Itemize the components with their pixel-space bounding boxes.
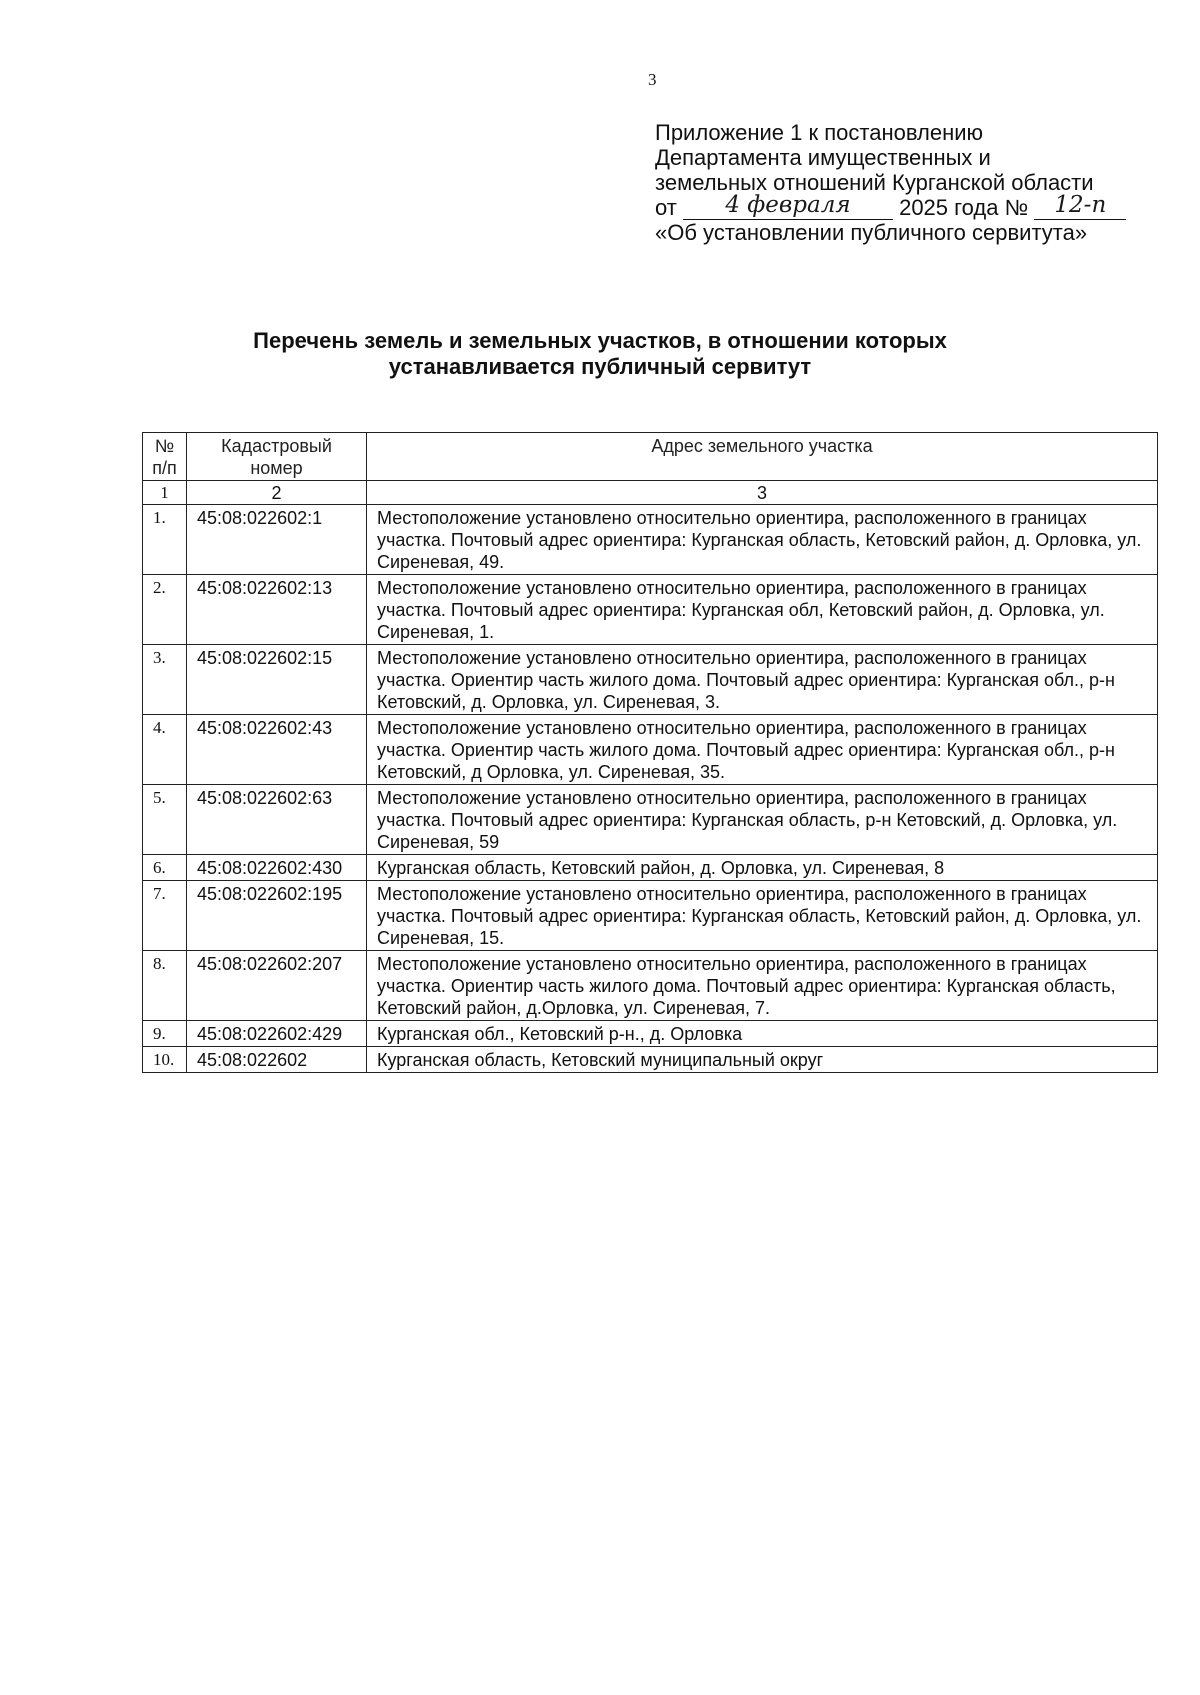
address-cell: Местоположение установлено относительно ориентира, расположенного в границах участка. Почтовый адрес ориентира: Курганская область, р-н Кетовский, д. Орловка, ул. Сиреневая, 59 [367,785,1158,855]
handwritten-number: 12-п [1054,192,1107,218]
table-row [143,1047,1158,1073]
page-number: 3 [648,70,657,89]
title-line-2: устанавливается публичный сервитут [388,354,812,379]
cadastral-number-cell: 45:08:022602:1 [187,505,367,575]
cadastral-number-cell: 45:08:022602 [187,1047,367,1073]
cadastral-number-cell: 45:08:022602:63 [187,785,367,855]
from-label: от [655,195,677,220]
row-number-cell: 8. [143,951,187,1021]
header-address: Адрес земельного участка [367,433,1158,481]
cadastral-number-cell: 45:08:022602:430 [187,855,367,881]
annex-date-line [655,192,1175,220]
number-field [1034,192,1126,220]
table-row [143,715,1158,785]
address-cell: Местоположение установлено относительно ориентира, расположенного в границах участка. Почтовый адрес ориентира: Курганская область, Кетовский район, д. Орловка, ул. Сиреневая, 15. [367,881,1158,951]
row-number-cell: 9. [143,1021,187,1047]
index-cell: 3 [367,481,1158,505]
cadastral-number-cell: 45:08:022602:15 [187,645,367,715]
table-row [143,951,1158,1021]
address-cell: Местоположение установлено относительно ориентира, расположенного в границах участка. Ориентир часть жилого дома. Почтовый адрес ориентира: Курганская область, Кетовский район, д.Орловка, ул. Сиреневая, 7. [367,951,1158,1021]
row-number-cell: 6. [143,855,187,881]
date-field [683,192,893,220]
land-plots-table [142,432,1158,1073]
row-number-cell: 2. [143,575,187,645]
land-plots-table-container [142,432,1158,1073]
column-index-row [143,481,1158,505]
annex-line-3: земельных отношений Курганской области [655,170,1094,195]
cadastral-number-cell: 45:08:022602:195 [187,881,367,951]
table-row [143,645,1158,715]
cadastral-number-cell: 45:08:022602:43 [187,715,367,785]
address-cell: Местоположение установлено относительно ориентира, расположенного в границах участка. Ориентир часть жилого дома. Почтовый адрес ориентира: Курганская обл., р-н Кетовский, д. Орловка, ул. Сиреневая, 3. [367,645,1158,715]
row-number-cell: 5. [143,785,187,855]
annex-line-2: Департамента имущественных и [655,145,991,170]
cadastral-number-cell: 45:08:022602:207 [187,951,367,1021]
address-cell: Курганская область, Кетовский район, д. Орловка, ул. Сиреневая, 8 [367,855,1158,881]
row-number-cell: 10. [143,1047,187,1073]
address-cell: Курганская обл., Кетовский р-н., д. Орловка [367,1021,1158,1047]
table-row [143,785,1158,855]
annex-header [655,120,1175,245]
table-row [143,881,1158,951]
address-cell: Местоположение установлено относительно ориентира, расположенного в границах участка. Ориентир часть жилого дома. Почтовый адрес ориентира: Курганская обл., р-н Кетовский, д Орловка, ул. Сиреневая, 35. [367,715,1158,785]
table-row [143,1021,1158,1047]
table-row [143,575,1158,645]
table-header-row [143,433,1158,481]
year-text: 2025 года № [899,195,1029,220]
index-cell: 2 [187,481,367,505]
row-number-cell: 4. [143,715,187,785]
annex-line-5: «Об установлении публичного сервитута» [655,220,1088,245]
header-cadastral: Кадастровый номер [187,433,367,481]
title-line-1: Перечень земель и земельных участков, в отношении которых [253,328,947,353]
table-row [143,505,1158,575]
row-number-cell: 1. [143,505,187,575]
annex-line-1: Приложение 1 к постановлению [655,120,984,145]
address-cell: Местоположение установлено относительно ориентира, расположенного в границах участка. Почтовый адрес ориентира: Курганская обл, Кетовский район, д. Орловка, ул. Сиреневая, 1. [367,575,1158,645]
table-row [143,855,1158,881]
address-cell: Местоположение установлено относительно ориентира, расположенного в границах участка. Почтовый адрес ориентира: Курганская область, Кетовский район, д. Орловка, ул. Сиреневая, 49. [367,505,1158,575]
index-cell: 1 [143,481,187,505]
cadastral-number-cell: 45:08:022602:429 [187,1021,367,1047]
address-cell: Курганская область, Кетовский муниципальный округ [367,1047,1158,1073]
header-number: № п/п [143,433,187,481]
row-number-cell: 7. [143,881,187,951]
document-title [160,328,1040,380]
row-number-cell: 3. [143,645,187,715]
cadastral-number-cell: 45:08:022602:13 [187,575,367,645]
handwritten-date: 4 февраля [725,192,851,218]
